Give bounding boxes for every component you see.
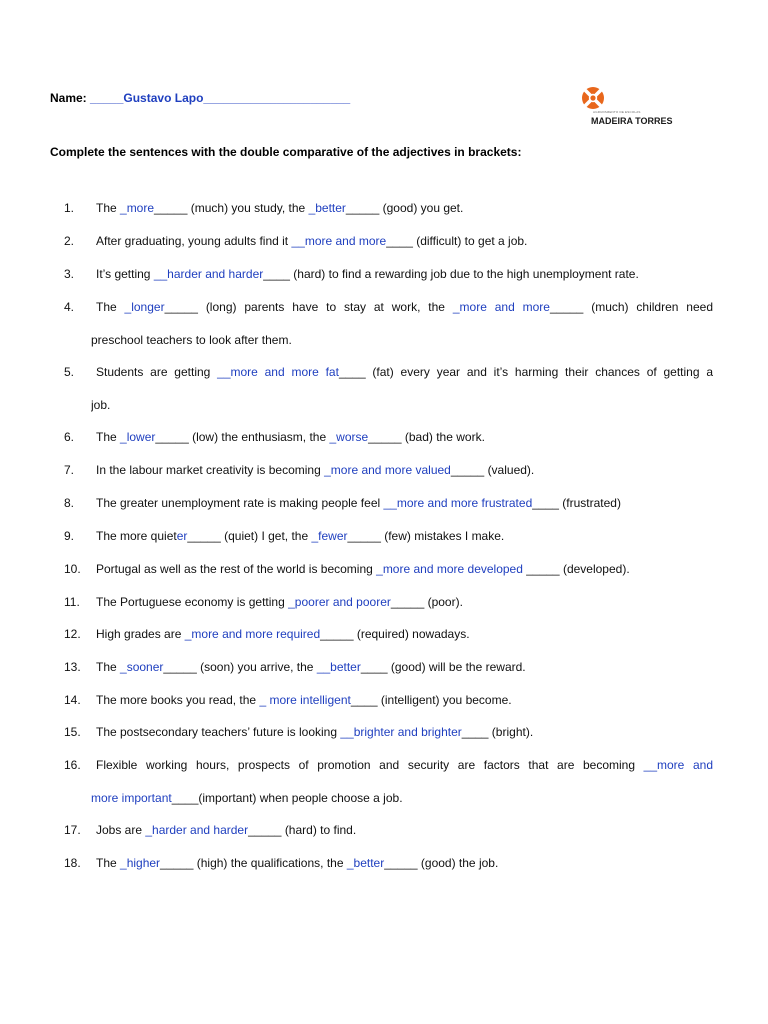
sentence-text: _____ (hard) to find. <box>248 823 357 837</box>
sentence-text: Flexible working hours, prospects of promotion and security are factors that are becoming <box>96 758 644 772</box>
sentence-text: _____ (quiet) I get, the <box>187 529 312 543</box>
exercise-item <box>0 561 768 594</box>
student-answer: __more and more frustrated <box>383 496 533 510</box>
sentence-text: High grades are <box>96 627 185 641</box>
item-text-line <box>96 429 713 445</box>
sentence-text: _____ (soon) you arrive, the <box>163 660 317 674</box>
logo-org-line: AGRUPAMENTO DE ESCOLAS <box>593 110 641 114</box>
exercise-item <box>0 364 768 430</box>
student-answer: more important <box>91 791 172 805</box>
student-answer: _sooner <box>120 660 164 674</box>
sentence-text: ____ (fat) every year and it’s harming their chances of getting a <box>338 365 713 379</box>
item-text-line <box>96 299 713 315</box>
item-text-line <box>96 462 713 478</box>
sentence-text: ____ (frustrated) <box>532 496 621 510</box>
student-answer: _harder and harder <box>145 823 249 837</box>
sentence-text: The more quiet <box>96 529 177 543</box>
sentence-text: The Portuguese economy is getting <box>96 595 289 609</box>
student-answer: _fewer <box>311 529 348 543</box>
item-number: 4. <box>64 300 75 314</box>
item-text-line <box>96 626 713 642</box>
sentence-text: _____ (bad) the work. <box>368 430 485 444</box>
exercise-item <box>0 299 768 365</box>
sentence-text: _____ (long) parents have to stay at work, the <box>164 300 453 314</box>
exercise-item <box>0 200 768 233</box>
item-text-line <box>96 692 713 708</box>
student-answer: __more and more fat <box>217 365 339 379</box>
sentence-text: _____ (good) the job. <box>384 856 499 870</box>
exercise-item <box>0 233 768 266</box>
item-number: 10. <box>64 562 81 576</box>
exercise-item <box>0 266 768 299</box>
item-text-line <box>91 332 708 348</box>
sentence-text: job. <box>91 398 111 412</box>
item-number: 15. <box>64 725 81 739</box>
item-text-line <box>96 364 713 380</box>
name-blank-pre: _____ <box>90 91 124 105</box>
sentence-text: The <box>96 430 121 444</box>
sentence-text: After graduating, young adults find it <box>96 234 292 248</box>
sentence-text: Students are getting <box>96 365 218 379</box>
item-text-line <box>96 757 713 773</box>
student-answer: __better <box>316 660 361 674</box>
item-text-line <box>96 495 713 511</box>
student-answer: _more and more required <box>184 627 321 641</box>
item-number: 12. <box>64 627 81 641</box>
item-number: 13. <box>64 660 81 674</box>
item-text-line <box>96 659 713 675</box>
item-number: 2. <box>64 234 75 248</box>
item-text-line <box>96 528 713 544</box>
item-text-line <box>96 822 713 838</box>
item-text-line <box>96 200 713 216</box>
sentence-text: Portugal as well as the rest of the world is becoming <box>96 562 377 576</box>
exercise-item <box>0 692 768 725</box>
student-answer: __more and <box>643 758 713 772</box>
item-number: 18. <box>64 856 81 870</box>
student-answer: _ more intelligent <box>259 693 351 707</box>
sentence-text: _____ (valued). <box>450 463 535 477</box>
item-number: 7. <box>64 463 75 477</box>
exercise-item <box>0 855 768 888</box>
sentence-text: preschool teachers to look after them. <box>91 333 292 347</box>
student-answer: _longer <box>124 300 165 314</box>
item-number: 11. <box>64 595 80 609</box>
item-number: 3. <box>64 267 75 281</box>
item-number: 14. <box>64 693 81 707</box>
student-answer: __harder and harder <box>153 267 264 281</box>
exercise-item <box>0 626 768 659</box>
item-text-line <box>96 855 713 871</box>
sentence-text: _____ (developed). <box>522 562 630 576</box>
name-label: Name: <box>50 91 91 105</box>
exercise-item <box>0 429 768 462</box>
item-number: 17. <box>64 823 81 837</box>
student-answer: _poorer and poorer <box>288 595 391 609</box>
sentence-text: The greater unemployment rate is making people feel <box>96 496 384 510</box>
logo-brand: MADEIRA TORRES <box>591 116 673 126</box>
sentence-text: ____ (difficult) to get a job. <box>386 234 528 248</box>
student-name: Gustavo Lapo <box>123 91 204 105</box>
student-answer: _higher <box>120 856 161 870</box>
exercise-item <box>0 757 768 823</box>
item-number: 1. <box>64 201 75 215</box>
exercise-item <box>0 462 768 495</box>
item-text-line <box>96 233 713 249</box>
sentence-text: ____(important) when people choose a job. <box>171 791 403 805</box>
sentence-text: _____ (good) you get. <box>345 201 464 215</box>
sentence-text: The <box>96 201 121 215</box>
exercise-item <box>0 724 768 757</box>
item-text-line <box>91 397 708 413</box>
item-number: 16. <box>64 758 81 772</box>
item-number: 8. <box>64 496 75 510</box>
item-text-line <box>96 561 713 577</box>
exercise-item <box>0 594 768 627</box>
sentence-text: _____ (low) the enthusiasm, the <box>155 430 330 444</box>
item-number: 6. <box>64 430 75 444</box>
sentence-text: _____ (high) the qualifications, the <box>160 856 347 870</box>
student-answer: __brighter and brighter <box>340 725 462 739</box>
sentence-text: The <box>96 660 121 674</box>
item-text-line <box>96 724 713 740</box>
sentence-text: Jobs are <box>96 823 146 837</box>
sentence-text: _____ (much) children need <box>549 300 713 314</box>
sentence-text: ____ (intelligent) you become. <box>350 693 512 707</box>
sentence-text: It’s getting <box>96 267 154 281</box>
sentence-text: The <box>96 856 121 870</box>
sentence-text: ____ (hard) to find a rewarding job due to the high unemployment rate. <box>263 267 639 281</box>
sentence-text: _____ (required) nowadays. <box>320 627 470 641</box>
name-line <box>50 90 350 106</box>
student-answer: _lower <box>120 430 156 444</box>
student-answer: _better <box>346 856 385 870</box>
item-text-line <box>96 594 713 610</box>
instructions: Complete the sentences with the double comparative of the adjectives in brackets: <box>50 145 522 159</box>
student-answer: _worse <box>329 430 369 444</box>
exercise-item <box>0 528 768 561</box>
exercise-item <box>0 659 768 692</box>
sentence-text: _____ (much) you study, the <box>154 201 309 215</box>
name-blank-post: ______________________ <box>203 91 351 105</box>
school-logo <box>579 86 673 132</box>
sentence-text: In the labour market creativity is becoming <box>96 463 325 477</box>
sentence-text: _____ (few) mistakes I make. <box>347 529 505 543</box>
sentence-text: ____ (good) will be the reward. <box>360 660 526 674</box>
student-answer: _more and more developed <box>376 562 523 576</box>
student-answer: _better <box>308 201 346 215</box>
item-text-line <box>96 266 713 282</box>
item-number: 5. <box>64 365 75 379</box>
student-answer: _more and more valued <box>324 463 451 477</box>
exercise-item <box>0 495 768 528</box>
student-answer: er <box>176 529 188 543</box>
student-answer: __more and more <box>291 234 387 248</box>
orange-emblem-icon <box>579 86 609 112</box>
sentence-text: ____ (bright). <box>461 725 534 739</box>
exercise-item <box>0 822 768 855</box>
item-number: 9. <box>64 529 75 543</box>
student-answer: _more <box>120 201 155 215</box>
sentence-text: The <box>96 300 125 314</box>
sentence-text: The postsecondary teachers’ future is looking <box>96 725 341 739</box>
student-answer: _more and more <box>452 300 550 314</box>
item-text-line <box>91 790 708 806</box>
sentence-text: The more books you read, the <box>96 693 260 707</box>
sentence-text: _____ (poor). <box>390 595 463 609</box>
